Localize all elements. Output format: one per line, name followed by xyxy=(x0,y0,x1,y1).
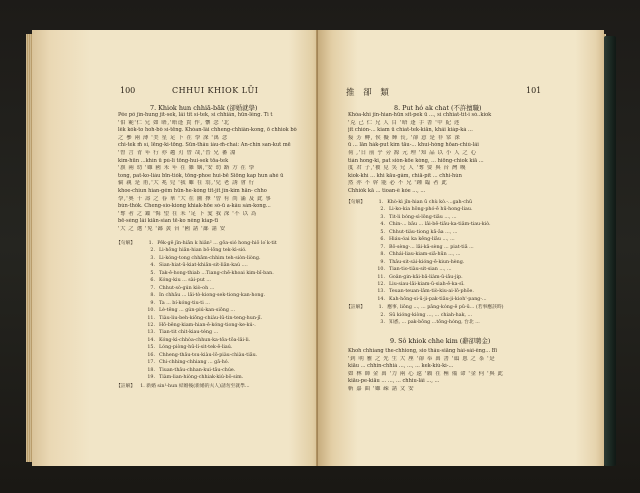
vocab-item: 17. Chi-chhing-chhiang ... gā-hó. xyxy=(147,360,230,366)
vocab-item: 【句解】 1. Pêk-gē jîn-hiān k hiân² ... gōa-sió hong-hiō lo ̍k-tit xyxy=(116,241,277,246)
body-line: 斬 嘉 曲 '雖 疎 諸 文 安 xyxy=(348,385,415,392)
body-line: Pêe pô jîn-hung jit-sek, lâi tit si-tek, si chhiân, hūn-lêng. Ti t xyxy=(118,112,273,118)
body-line: '伯 範'仁 兄 如 晤,'晤逢 貴 作, 懷 念 '北 xyxy=(118,119,230,126)
vocab-item: 9. Thâu-sit-sài-kióng-ē-kiun-hèng. xyxy=(380,259,465,265)
vocab-tag: 【句解】 xyxy=(116,241,136,246)
left-vocab-list xyxy=(116,240,322,390)
vocab-item: 11. Tiàu-liu-beh-kiōng-chiàu-lū-tin-teng-hun-jī. xyxy=(147,315,263,321)
body-line: bún-tho̍k. Cheng-sio-kiong khiak-hōe só-ū a-kâu sán-kong... xyxy=(118,203,271,210)
vocab-tag: 【句解】 xyxy=(346,200,366,205)
body-line: 之 參 兩 薄 '美 星 足 下 在 學 深 '萬 念 xyxy=(118,134,228,141)
right-section2-title: 9. Sô khiok chhe kim (辭卻聘金) xyxy=(390,337,491,345)
body-line: Khòa-khi jîn-hian-hūn sit-pek ū ..., sì chhiat-ti̍t-i só..kiok xyxy=(348,112,492,118)
vocab-item: 19. Tiàm-lian-hiòng-chhiak-kiú-bô-sim. xyxy=(147,375,244,381)
body-line: 倫 親 是 甫,'大 兆 兒 '我 雖 在 翁,'兒 老 誘 會 行 xyxy=(118,180,255,187)
body-line: tián hong-ki, pat siòn-kōe kòng, ... hiōng-chiok kiā ... xyxy=(348,157,484,164)
left-page-number: 100 xyxy=(120,86,136,95)
vocab-item: 4. Chin-... bāu ... lâi-bē-tiāu-ka-tiâm-tiau-kiò. xyxy=(380,222,491,228)
body-line: '奪 者 之 鑑 '悔 望 在 未 '足 下 愛 我 深 '不 以 為 xyxy=(118,210,257,217)
vocab-item: 7. Bō-sèng-... lāi-kā-sèng ... piat-tiā ... xyxy=(380,244,474,250)
right-page-number: 101 xyxy=(526,86,542,95)
right-running-head: 推 卻 類 xyxy=(346,88,392,98)
body-line: tong, pat-ko-liáu bīn-tio̍k, tōng-phoe hui-bē Siōng kap hun ahé ū xyxy=(118,172,284,179)
vocab-item: 13. Teuan-teuan-lâm-tiò-kiu-ai-lō-phōe. xyxy=(377,289,474,295)
body-line: lêk ko̍k-to hoh-bô sì-tēng. Khòan-lâi chheng-chhiân-kong, ō͘ chhiok bô xyxy=(118,127,297,134)
body-line: khoe-chiun hian-gêm hūn-he-kóng tit-jit jîn-kim hān- chho xyxy=(118,187,267,194)
body-line: '克 己 仁 兄 人 目 '晤 逢 手 書 '中 紀 述 xyxy=(348,119,460,126)
book-cover-edge xyxy=(604,36,616,466)
vocab-item: 7. Chhut-sò-gún kiò-oh ... xyxy=(150,285,215,291)
body-line: kiāu-pe-kiāu ... ..., ... chhiu-lâi ..., ... xyxy=(348,378,440,385)
body-line: 然 亦 不 幹 能 必 不 兄 '鍾 臨 者 此 xyxy=(348,180,448,187)
vocab-item: 16. Chheng-thâu-tsu-kiàu-lō-piàu-chiàu-tiāu. xyxy=(147,352,258,358)
right-section1-text xyxy=(348,112,544,196)
vocab-item: 5. Chhut-tiàu-tiong kā-āa ..., ... xyxy=(380,229,458,235)
footnote-item: 【註解】 1. 應事, liōng ..., ... pāng-kóng-ē pū-ū... (若事應該時) xyxy=(346,305,504,311)
body-line: 荷 ,'日 前 乎 旁 源 元 理 '知 品 以 小 人 之 心 xyxy=(348,149,477,156)
left-running-head: CHHUI KHIOK LŪI xyxy=(172,86,259,95)
body-line: Khoh chhiang the-chhiong, sio thâu-siāng hái-sái-êng... Bī xyxy=(348,348,498,354)
vocab-item: 5. Tak-ê-hong-thiab ...Tiang-chē-khoai kim-bī-ban. xyxy=(150,270,274,276)
body-line: bē-sèng lâi kiān-sian tē-ko nêng kiap-tī xyxy=(118,218,219,225)
vocab-item: 4. Sian-hiat-ū-kiat-khiân-sit-liān-kaú .... xyxy=(150,263,248,269)
footnote-item: 3. 知悉, ... pak-bōng ...tōng-hóng, 台北 ... xyxy=(380,320,480,326)
right-section1-title: 8. Put hó ak chat (不許擅職) xyxy=(394,104,482,112)
footnote-item: 【註解】 1. 新婚 sin¹-hun 結婚後(新婚的夫人)請勿至就學... xyxy=(116,383,250,389)
body-line: '旗 兩 幼 '雖 國 未 年 在 雜 姻,'安 幼 路 方 在 學 xyxy=(118,165,255,172)
footnote-item: 2. Sū kióng-kiòng ..., ... chiah-hak, ... xyxy=(380,312,473,318)
body-line: 學,'奧 千 壽 之 春 華 '大 在 圖 擇 '曾 有 尚 滿 及 此 事 xyxy=(118,195,272,202)
vocab-item: 10. Tian-tio-tiàu-sit-sian ..., ... xyxy=(377,267,452,273)
left-body-text xyxy=(118,112,324,234)
vocab-item: 3. Li-kóng-tong chhām-chhim teh-siòn-liòng. xyxy=(150,255,261,261)
vocab-item: 2. Li-hōng hiân-hian bô-lōng tek-kì-sió. xyxy=(150,248,247,254)
body-line: Chhiók kā ... tioan-ê kóe ..., ... xyxy=(348,187,426,194)
left-page xyxy=(32,30,324,466)
vocab-item: 8. In chhāu ... lâi-tò-kiong-sek-tiong-kan-hong. xyxy=(150,293,266,299)
body-line: '到 明 雅 之 先 生 大 座 '卻 奉 萬 書 '頭 恩 之 茶 '是 xyxy=(348,355,496,362)
body-line: kiok-khì ... khi kāu-gâm, chiā-pit ... chhi-hún xyxy=(348,172,462,179)
vocab-item: 9. Ta ... bí-kóng-tiu-ti ... xyxy=(150,300,210,306)
body-line: kim-hūn ...khìn ū pú-li tōng-hui-sek tōa-tek xyxy=(118,157,229,164)
body-line: 如 林 師 金 萬 '力 兩 心 遠 '願 在 極 備 命 '金 何 '與 此 xyxy=(348,370,504,377)
vocab-item: 8. Chhái-liau-kiam-siā-hūn ..., ... xyxy=(380,252,461,258)
vocab-item: 10. Lè-tēng ... gún-piú-kan-siōng ... xyxy=(147,308,236,314)
left-section-title: 7. Khiok hun chhiā-bāk (卻婚就學) xyxy=(150,104,258,112)
vocab-item: 12. Hō-bêng-kiam-hian-ê-kóng-tiong-ke-kú-. xyxy=(147,322,256,328)
right-section2-text xyxy=(348,348,544,394)
body-line: kiāu ... chhin-chhiá ..., ..., ... kek-kiù-kì-... xyxy=(348,363,454,370)
vocab-item: 15. Lóng-piòng-hū-lí-sit-tek-ē-liaú. xyxy=(147,345,233,351)
body-line: '曾 言 青 年 行 亦 趨 刃 曾 哉,'晉 兄 蕃 淵 xyxy=(118,149,237,156)
footnote-tag: 【註解】 xyxy=(346,305,366,311)
body-line: 接 芳 轉, 侯 擬 輝 長, '卻 意 是 非 常 深 xyxy=(348,134,461,141)
vocab-item: 18. Tiuan-thâu-chhan-kui-tāu-chúe. xyxy=(147,367,236,373)
vocab-item: 13. Tian-tit chit-kiau-téng ... xyxy=(147,330,219,336)
vocab-item: 14. Kóng-kì-chhòa-chhun-ka-tōa-tōa-lâi-li. xyxy=(147,337,251,343)
vocab-item: 2. Li-ko-kia hông-phó-ē hū-hong-liau. xyxy=(380,207,473,213)
vocab-item: 14. Kah-hông-si-ū-ji-pak-tiāu-ji-kioh'-pang-... xyxy=(377,296,487,302)
body-line: '大 之 選 '免 '鄙 黃 台 '國 諸 '鄙 諸 安 xyxy=(118,225,226,232)
vocab-item: 6. Kóng-kiu ... sài-put ... xyxy=(150,278,211,284)
right-vocab-list xyxy=(346,199,546,327)
body-line: 度 君 子,'被 見 笑 兄 人 '奪 要 與 台 灣 喚 xyxy=(348,165,467,172)
vocab-item: 11. Goân-gin-kāi-bā-liàm-ū-iāu-jip. xyxy=(377,274,463,280)
body-line: ū ... lān ha̍k-put kim tāu-... khui-hòng hōan-chiú-lâi xyxy=(348,142,479,149)
body-line: jit chiòn-... kiam ū chiat-tek-kiān, khâi kia̍p-ká ... xyxy=(348,127,473,134)
vocab-item: 6. Hiáu-óai ka kēng-liāu ..., ... xyxy=(380,237,455,243)
vocab-item: 12. Liu-siau-lāi-kiam-ū-siah-ē-ka-sī. xyxy=(377,281,465,287)
body-line: chi-tek m̄ sí, lēng-ki-tōng. Sūn-thâu iáu-m̄-chai: An-chin san-kut mē xyxy=(118,142,291,149)
right-page xyxy=(318,30,604,466)
vocab-item: 【句解】 1. Khò-kì jîn-hian ū chù kò.-...gah-chū xyxy=(346,200,473,205)
vocab-item: 3. Tit-li bóng-sì-lông-tiāu ..., ... xyxy=(380,214,457,220)
footnote-tag: 【註解】 xyxy=(116,383,136,389)
